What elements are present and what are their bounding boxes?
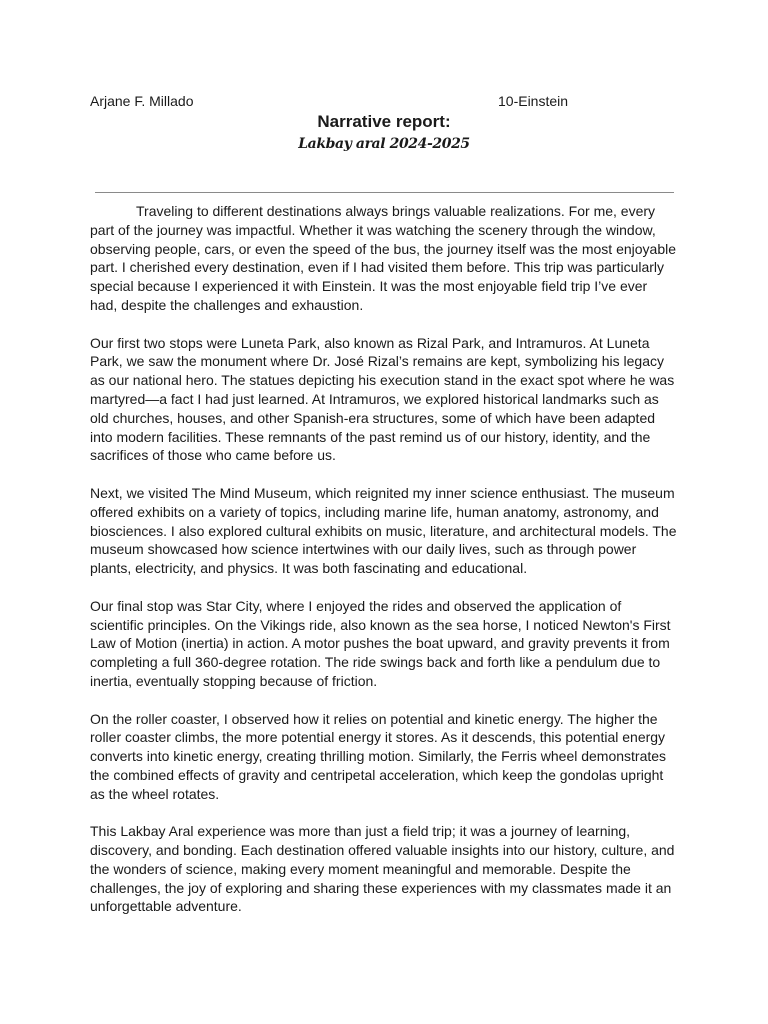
paragraph-introduction: Traveling to different destinations always brings valuable realizations. For me, every part of the journey was impactful. Whether it was watching the scenery through the window, observing people, cars, or even the speed of the bus, the journey itself was the most enjoyable part. I cherished every destination, even if I had visited them before. This trip was particularly special because I experienced it with Einstein. It was the most enjoyable field trip I’ve ever had, despite the challenges and exhaustion. (90, 203, 677, 313)
paragraph-roller-coaster: On the roller coaster, I observed how it relies on potential and kinetic energy. The higher the roller coaster climbs, the more potential energy it stores. As it descends, this potential energy converts into kinetic energy, creating thrilling motion. Similarly, the Ferris wheel demonstrates the combined effects of gravity and centripetal acceleration, which keep the gondolas upright as the wheel rotates. (90, 710, 667, 802)
paragraph-star-city: Our final stop was Star City, where I enjoyed the rides and observed the application of scientific principles. On the Vikings ride, also known as the sea horse, I noticed Newton's First Law of Motion (inertia) in action. A motor pushes the boat upward, and gravity prevents it from completing a full 360-degree rotation. The ride swings back and forth like a pendulum due to inertia, eventually stopping because of friction. (90, 597, 671, 689)
class-section: 10-Einstein (498, 93, 569, 109)
paragraph-conclusion: This Lakbay Aral experience was more than just a field trip; it was a journey of learning, discovery, and bonding. Each destination offered valuable insights into our history, culture, and the wonders of science, making every moment meaningful and memorable. Despite the challenges, the joy of exploring and sharing these experiences with my classmates made it an unforgettable adventure. (90, 823, 675, 915)
paragraph-luneta-intramuros: Our first two stops were Luneta Park, also known as Rizal Park, and Intramuros. At Luneta Park, we saw the monument where Dr. José Rizal’s remains are kept, symbolizing his legacy as our national hero. The statues depicting his execution stand in the exact spot where he was martyred—a fact I had just learned. At Intramuros, we explored historical landmarks such as old churches, houses, and other Spanish-era structures, some of which have been adapted into modern facilities. These remnants of the past remind us of our history, identity, and the sacrifices of those who came before us. (90, 334, 675, 464)
paragraph-mind-museum: Next, we visited The Mind Museum, which reignited my inner science enthusiast. The museum offered exhibits on a variety of topics, including marine life, human anatomy, astronomy, and biosciences. I also explored cultural exhibits on music, literature, and architectural models. The museum showcased how science intertwines with our daily lives, such as through power plants, electricity, and physics. It was both fascinating and educational. (90, 484, 677, 577)
report-title: Narrative report: (317, 112, 451, 131)
author-name: Arjane F. Millado (90, 93, 194, 109)
report-body (90, 202, 678, 935)
report-subtitle: Lakbay aral 2024-2025 (298, 136, 470, 152)
document-header (90, 91, 590, 111)
horizontal-divider (95, 192, 674, 193)
